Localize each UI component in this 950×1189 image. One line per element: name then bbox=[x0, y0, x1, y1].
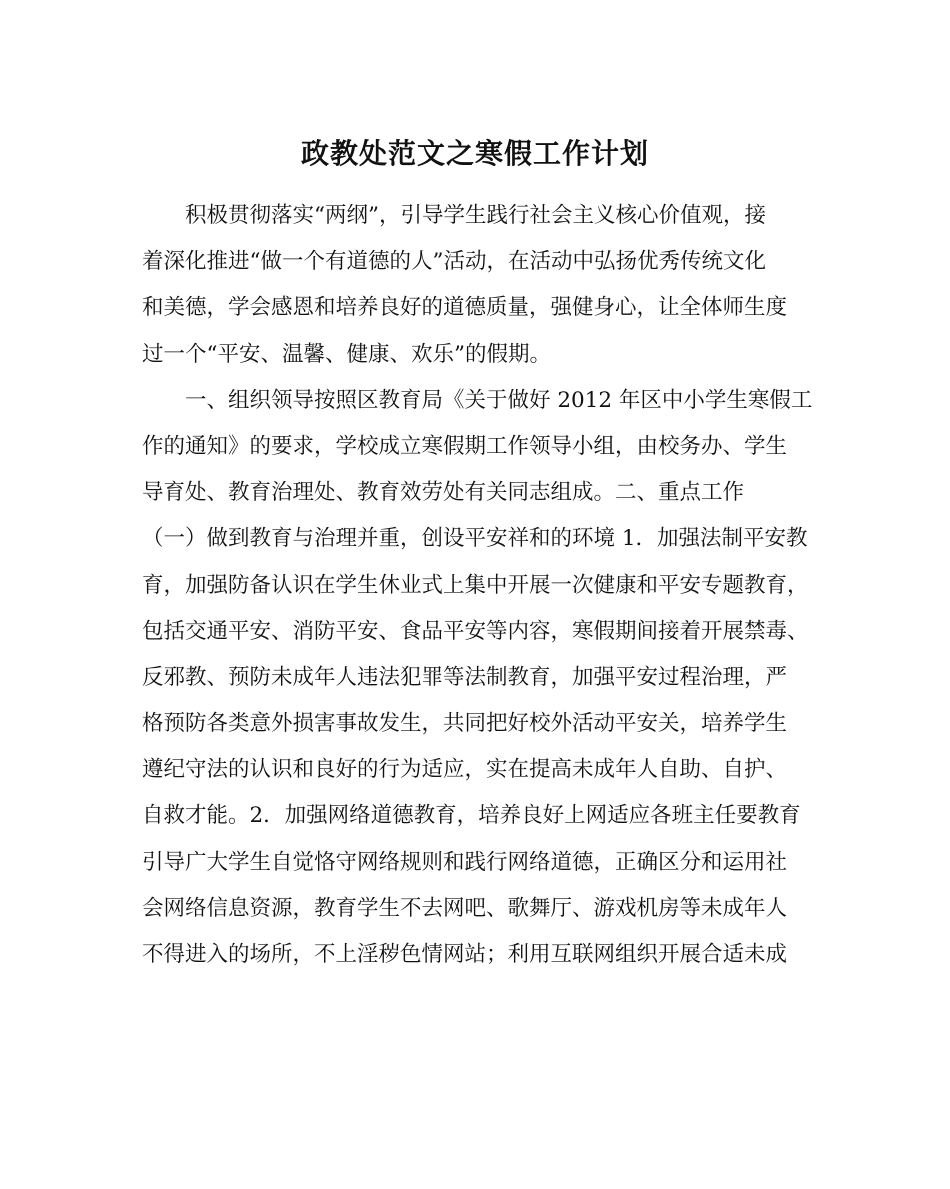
body-line: 作的通知》的要求，学校成立寒假期工作领导小组，由校务办、学生 bbox=[142, 433, 788, 459]
body-line: 过一个“平安、温馨、健康、欢乐”的假期。 bbox=[142, 341, 551, 367]
body-line: 一、组织领导按照区教育局《关于做好 2012 年区中小学生寒假工 bbox=[142, 387, 813, 413]
body-line: 育，加强防备认识在学生休业式上集中开展一次健康和平安专题教育， bbox=[142, 572, 809, 598]
body-line: 遵纪守法的认识和良好的行为适应，实在提高未成年人自助、自护、 bbox=[142, 757, 788, 783]
body-line: 和美德，学会感恩和培养良好的道德质量，强健身心，让全体师生度 bbox=[142, 295, 788, 321]
body-line: 自救才能。2．加强网络道德教育，培养良好上网适应各班主任要教育 bbox=[142, 803, 801, 829]
body-line: 积极贯彻落实“两纲”，引导学生践行社会主义核心价值观，接 bbox=[142, 203, 766, 228]
body-line: 引导广大学生自觉恪守网络规则和践行网络道德，正确区分和运用社 bbox=[142, 849, 788, 875]
body-line: 格预防各类意外损害事故发生，共同把好校外活动平安关，培养学生 bbox=[142, 711, 788, 737]
body-line: 不得进入的场所，不上淫秽色情网站；利用互联网组织开展合适未成 bbox=[142, 942, 788, 967]
body-line: 反邪教、预防未成年人违法犯罪等法制教育，加强平安过程治理，严 bbox=[142, 664, 788, 690]
body-line: 导育处、教育治理处、教育效劳处有关同志组成。二、重点工作 bbox=[142, 480, 745, 506]
body-line: （一）做到教育与治理并重，创设平安祥和的环境 1．加强法制平安教 bbox=[142, 526, 808, 552]
document-title: 政教处范文之寒假工作计划 bbox=[300, 137, 649, 170]
body-line: 包括交通平安、消防平安、食品平安等内容，寒假期间接着开展禁毒、 bbox=[142, 618, 809, 644]
document-body bbox=[142, 193, 812, 978]
body-line: 着深化推进“做一个有道德的人”活动，在活动中弘扬优秀传统文化 bbox=[142, 249, 766, 275]
body-line: 会网络信息资源，教育学生不去网吧、歌舞厅、游戏机房等未成年人 bbox=[142, 895, 788, 921]
